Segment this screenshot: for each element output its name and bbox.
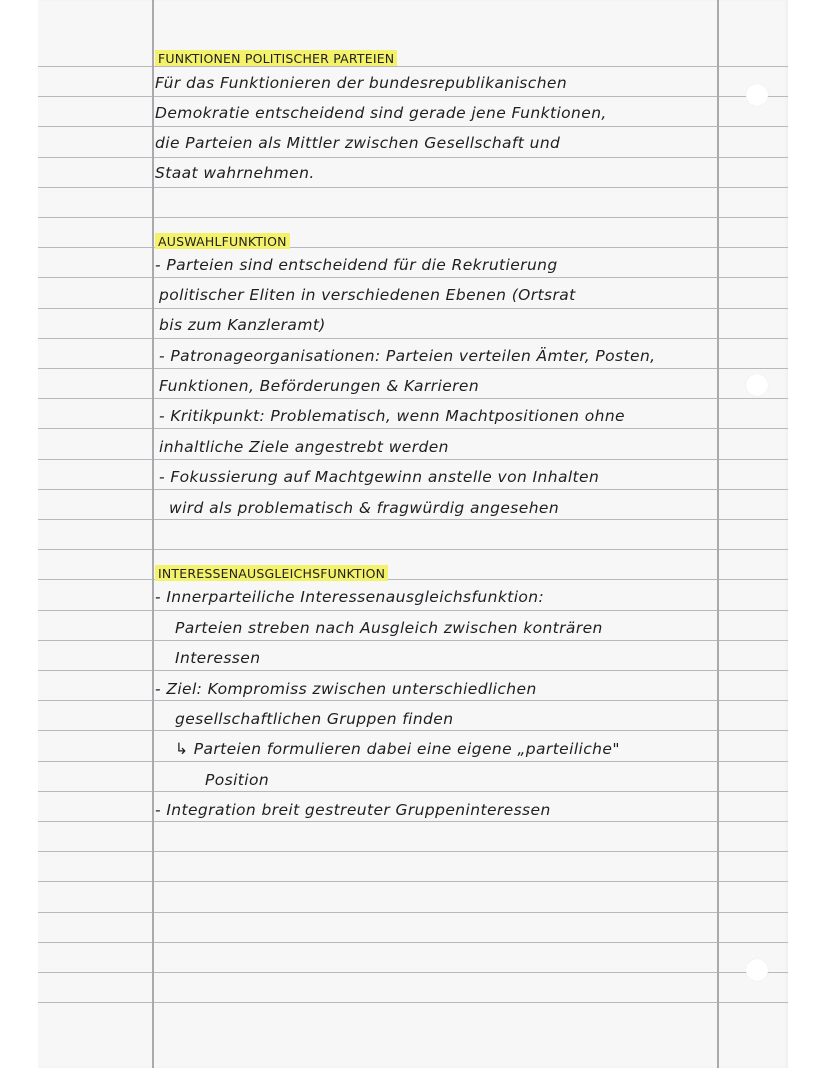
bullet-line: - Kritikpunkt: Problematisch, wenn Machtpositionen ohne: [159, 407, 625, 425]
bullet-line: - Ziel: Kompromiss zwischen unterschiedlichen: [155, 680, 537, 698]
rule-line: [38, 791, 788, 792]
text-line: die Parteien als Mittler zwischen Gesellschaft und: [155, 134, 561, 152]
rule-line: [38, 821, 788, 822]
punch-hole-icon: [746, 84, 768, 106]
text-line: Für das Funktionieren der bundesrepublikanischen: [155, 74, 568, 92]
text-line: Interessen: [175, 649, 261, 667]
text-line: Parteien streben nach Ausgleich zwischen konträren: [175, 619, 603, 637]
rule-line: [38, 96, 788, 97]
text-line: Demokratie entscheidend sind gerade jene Funktionen,: [155, 104, 607, 122]
left-margin-line: [152, 0, 154, 1068]
bullet-line: - Parteien sind entscheidend für die Rekrutierung: [155, 256, 558, 274]
text-line: wird als problematisch & fragwürdig angesehen: [169, 499, 560, 517]
rule-line: [38, 308, 788, 309]
right-margin-line: [717, 0, 719, 1068]
text-line: bis zum Kanzleramt): [159, 316, 326, 334]
rule-line: [38, 398, 788, 399]
rule-line: [38, 368, 788, 369]
section-heading: AUSWAHLFUNKTION: [155, 233, 290, 249]
rule-line: [38, 549, 788, 550]
rule-line: [38, 610, 788, 611]
bullet-line: - Innerparteiliche Interessenausgleichsfunktion:: [155, 588, 545, 606]
rule-line: [38, 338, 788, 339]
notebook-page: [38, 0, 788, 1068]
rule-line: [38, 428, 788, 429]
rule-line: [38, 972, 788, 973]
rule-line: [38, 851, 788, 852]
rule-line: [38, 459, 788, 460]
text-line: Staat wahrnehmen.: [155, 164, 315, 182]
rule-line: [38, 881, 788, 882]
rule-line: [38, 700, 788, 701]
rule-line: [38, 519, 788, 520]
rule-line: [38, 1002, 788, 1003]
rule-line: [38, 247, 788, 248]
rule-line: [38, 217, 788, 218]
text-line: Position: [205, 771, 270, 789]
text-line: Funktionen, Beförderungen & Karrieren: [159, 377, 480, 395]
text-line: politischer Eliten in verschiedenen Ebenen (Ortsrat: [159, 286, 576, 304]
rule-line: [38, 489, 788, 490]
rule-line: [38, 761, 788, 762]
section-heading: INTERESSENAUSGLEICHSFUNKTION: [155, 565, 388, 581]
rule-line: [38, 942, 788, 943]
rule-line: [38, 670, 788, 671]
text-line: inhaltliche Ziele angestrebt werden: [159, 438, 449, 456]
section-heading: FUNKTIONEN POLITISCHER PARTEIEN: [155, 50, 397, 66]
punch-hole-icon: [746, 374, 768, 396]
rule-line: [38, 126, 788, 127]
arrow-line: ↳ Parteien formulieren dabei eine eigene „parteiliche": [175, 740, 620, 758]
rule-line: [38, 640, 788, 641]
text-line: gesellschaftlichen Gruppen finden: [175, 710, 454, 728]
rule-line: [38, 187, 788, 188]
punch-hole-icon: [746, 959, 768, 981]
rule-line: [38, 66, 788, 67]
bullet-line: - Patronageorganisationen: Parteien verteilen Ämter, Posten,: [159, 347, 656, 365]
bullet-line: - Fokussierung auf Machtgewinn anstelle von Inhalten: [159, 468, 600, 486]
rule-line: [38, 912, 788, 913]
rule-line: [38, 579, 788, 580]
rule-line: [38, 730, 788, 731]
rule-line: [38, 157, 788, 158]
rule-line: [38, 277, 788, 278]
bullet-line: - Integration breit gestreuter Gruppeninteressen: [155, 801, 551, 819]
